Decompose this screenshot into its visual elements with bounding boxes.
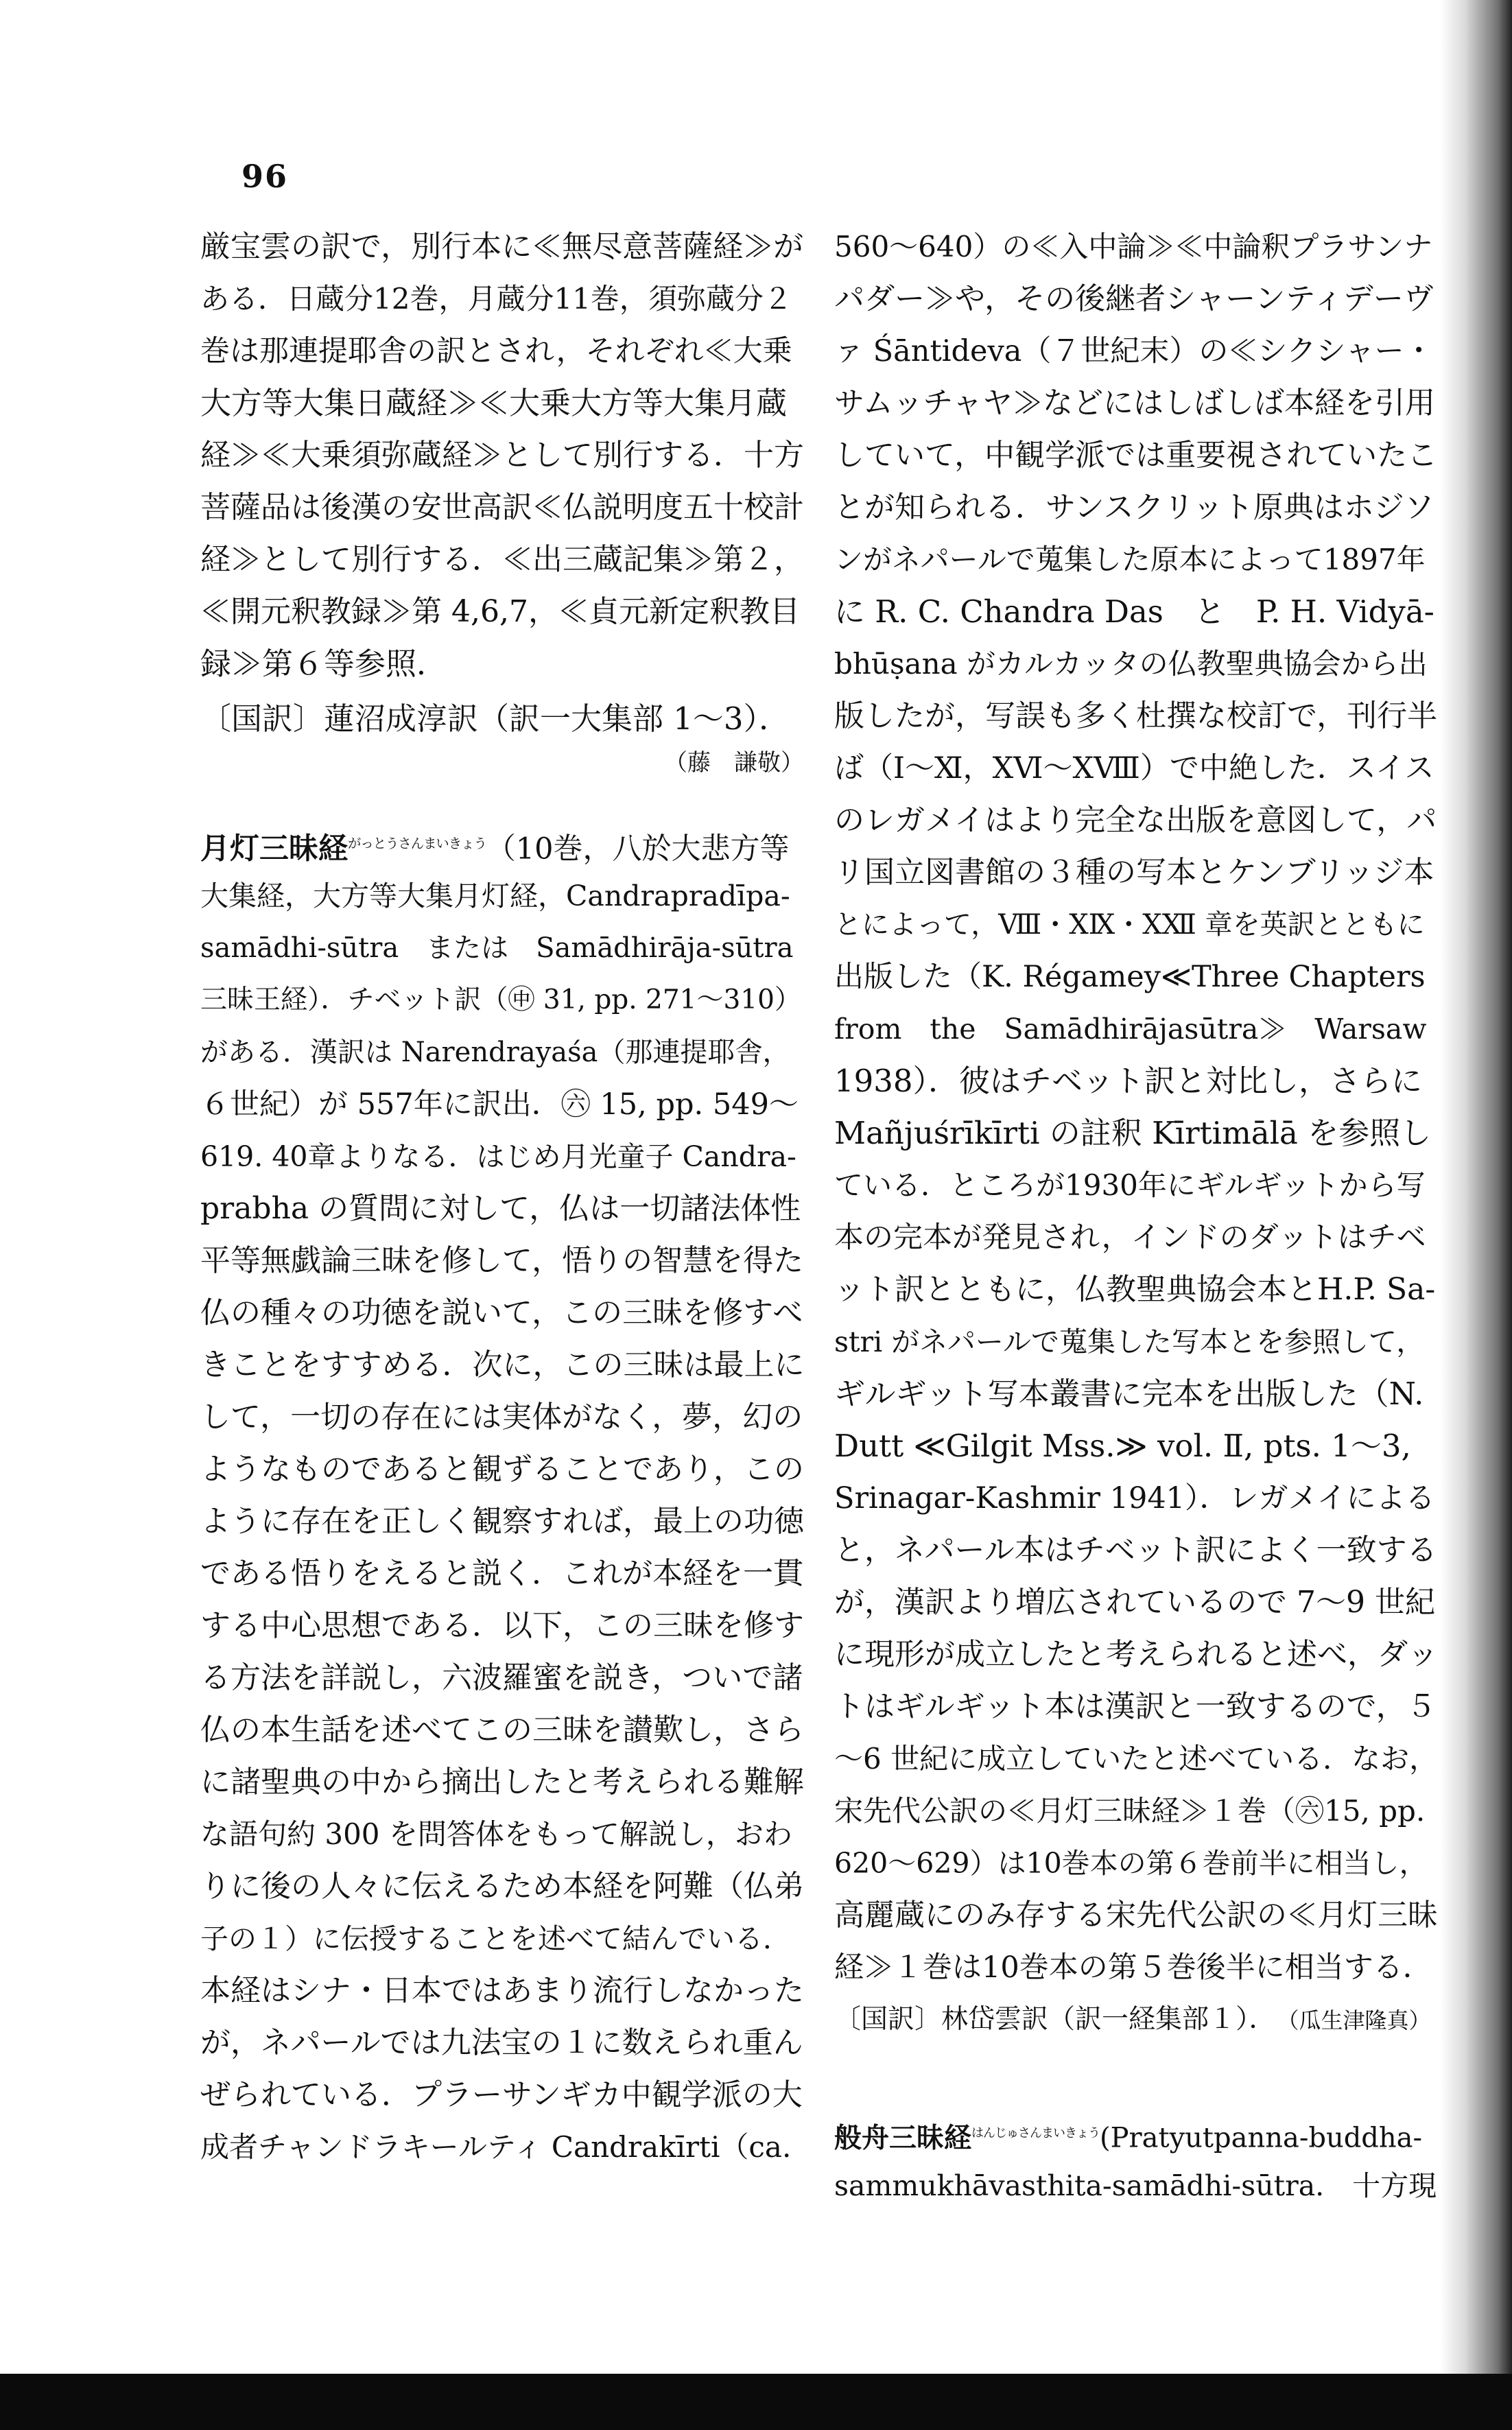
text-line: ば（Ⅰ～Ⅺ，ⅩⅥ～ⅩⅧ）で中絶した．スイス: [834, 751, 1434, 786]
text-line: ≪開元釈教録≫第 4,6,7，≪貞元新定釈教目: [200, 594, 800, 629]
text-line: 平等無戯論三昧を修して，悟りの智慧を得た: [200, 1243, 804, 1278]
text-line: とによって，Ⅷ・ⅩⅨ・ⅩⅫ 章を英訳とともに: [834, 909, 1425, 941]
text-line: ァ Śāntideva（７世紀末）の≪シクシャー・: [834, 334, 1434, 368]
text-line: する中心思想である．以下，この三昧を修す: [200, 1608, 804, 1643]
text-line: 成者チャンドラキールティ Candrakīrti（ca.: [200, 2130, 792, 2164]
text-line: samādhi-sūtra または Samādhirāja-sūtra: [200, 932, 794, 964]
text-line: sammukhāvasthita-samādhi-sūtra. 十方現: [834, 2169, 1437, 2202]
text-line: 出版した（K. Régamey≪Three Chapters: [834, 960, 1426, 994]
text-line: 620～629）は10巻本の第６巻前半に相当し，: [834, 1847, 1428, 1880]
text-line: ンがネパールで蒐集した原本によって1897年: [834, 543, 1426, 576]
text-line: ぜられている．プラーサンギカ中観学派の大: [200, 2077, 803, 2112]
text-line: bhūṣana がカルカッタの仏教聖典協会から出: [834, 647, 1428, 681]
text-line: ット訳とともに，仏教聖典協会本とH.P. Sa-: [834, 1272, 1436, 1307]
text-line: from the Samādhirājasūtra≫ Warsaw: [834, 1013, 1427, 1046]
text-line: が，ネパールでは九法宝の１に数えられ重ん: [200, 2025, 803, 2060]
text-line: 仏の本生話を述べてこの三昧を讃歎し，さら: [200, 1712, 804, 1747]
text-line: 宋先代公訳の≪月灯三昧経≫１巻（㊅15, pp.: [834, 1794, 1426, 1828]
text-line: していて，中観学派では重要視されていたこ: [834, 438, 1438, 473]
text-line: 本経はシナ・日本ではあまり流行しなかった: [200, 1973, 804, 2008]
text-line: 巻は那連提耶舎の訳とされ，それぞれ≪大乗: [200, 334, 792, 368]
text-line: 仏の種々の功徳を説いて，この三昧を修すべ: [200, 1295, 803, 1330]
text-line: 経≫として別行する．≪出三蔵記集≫第２，: [200, 542, 804, 577]
text-line: 厳宝雲の訳で，別行本に≪無尽意菩薩経≫が: [200, 229, 804, 264]
text-line: ようなものであると観ずることであり，この: [200, 1452, 804, 1487]
text-line: 619. 40章よりなる．はじめ月光童子 Candra-: [200, 1140, 796, 1173]
text-line: りに後の人々に伝えるため本経を阿難（仏弟: [200, 1869, 804, 1904]
translation-note: 〔国訳〕蓮沼成淳訳（訳一大集部 1～3）．: [200, 700, 790, 737]
text-line: 子の１）に伝授することを述べて結んでいる．: [200, 1922, 791, 1955]
text-line: リ国立図書館の３種の写本とケンブリッジ本: [834, 855, 1434, 890]
text-line: 大集経，大方等大集月灯経，Candrapradīpa-: [200, 880, 790, 912]
text-line: が，漢訳より増広されているので 7～9 世紀: [834, 1585, 1435, 1620]
text-line: Srinagar-Kashmir 1941）．レガメイによる: [834, 1481, 1435, 1515]
text-line: る方法を詳説し，六波羅蜜を説き，ついで諸: [200, 1660, 803, 1695]
text-line: ～6 世紀に成立していたと述べている．なお，: [834, 1742, 1439, 1776]
headword-ruby: がっとうさんまいきょう: [348, 836, 486, 851]
entry-headword-line: [200, 818, 790, 870]
text-line: パダー≫や，その後継者シャーンティデーヴ: [834, 281, 1434, 316]
text-line: ように存在を正しく観察すれば，最上の功徳: [200, 1504, 804, 1539]
author-credit: （瓜生津隆真）: [1288, 2007, 1431, 2033]
text-line: である悟りをえると説く．これが本経を一貫: [200, 1556, 804, 1591]
text-line: ある．日蔵分12巻，月蔵分11巻，須弥蔵分２: [200, 282, 792, 316]
text-line: と，ネパール本はチベット訳によく一致する: [834, 1533, 1437, 1568]
text-line: 経≫≪大乗須弥蔵経≫として別行する．十方: [200, 438, 804, 473]
text-line: ギルギット写本叢書に完本を出版した（N.: [834, 1376, 1424, 1412]
text-line: きことをすすめる．次に，この三昧は最上に: [200, 1347, 805, 1382]
text-line: に諸聖典の中から摘出したと考えられる難解: [200, 1765, 804, 1800]
text-line: ている．ところが1930年にギルギットから写: [834, 1168, 1426, 1202]
entry-headword-line: [834, 2108, 1422, 2160]
text-line: 版したが，写誤も多く杜撰な校訂で，刊行半: [834, 698, 1438, 733]
entry-text: （10巻，八於大悲方等: [486, 831, 790, 866]
text-line: に現形が成立したと考えられると述べ，ダッ: [834, 1637, 1438, 1672]
text-line: 本の完本が発見され，インドのダットはチベ: [834, 1220, 1426, 1255]
translation-note: 〔国訳〕林岱雲訳（訳一経集部１）．: [834, 2004, 1276, 2035]
entry-headword: 般舟三昧経: [834, 2121, 971, 2154]
text-line: して，一切の存在には実体がなく，夢，幻の: [200, 1400, 803, 1435]
text-line: とが知られる．サンスクリット原典はホジソ: [834, 490, 1434, 525]
text-line: 三昧王経）．チベット訳（㊥ 31, pp. 271～310）: [200, 984, 801, 1015]
text-line: 菩薩品は後漢の安世高訳≪仏説明度五十校計: [200, 490, 804, 525]
headword-ruby: はんじゅさんまいきょう: [971, 2126, 1100, 2140]
text-line: 録≫第６等参照．: [200, 646, 448, 682]
text-line: stri がネパールで蒐集した写本とを参照して，: [834, 1325, 1425, 1358]
text-line: ６世紀）が 557年に訳出．㊅ 15, pp. 549～: [200, 1087, 799, 1122]
text-line: サムッチャヤ≫などにはしばしば本経を引用: [834, 386, 1436, 421]
text-line: のレガメイはより完全な出版を意図して，パ: [834, 803, 1437, 838]
text-line: 大方等大集日蔵経≫≪大乗大方等大集月蔵: [200, 385, 788, 421]
translation-line: [834, 1994, 1431, 2046]
page-edge-shadow: [1440, 0, 1512, 2430]
text-line: がある．漢訳は Narendrayaśa（那連提耶舎，: [200, 1037, 790, 1068]
text-line: トはギルギット本は漢訳と一致するので，５: [834, 1689, 1437, 1724]
text-line: 高麗蔵にのみ存する宋先代公訳の≪月灯三昧: [834, 1898, 1438, 1933]
text-line: な語句約 300 を問答体をもって解説し，おわ: [200, 1817, 792, 1851]
text-line: prabha の質問に対して，仏は一切諸法体性: [200, 1191, 801, 1226]
entry-headword: 月灯三昧経: [200, 831, 348, 866]
text-line: に R. C. Chandra Das と P. H. Vidyā-: [834, 593, 1434, 630]
text-line: 560～640）の≪入中論≫≪中論釈プラサンナ: [834, 230, 1433, 263]
text-line: 経≫１巻は10巻本の第５巻後半に相当する．: [834, 1950, 1432, 1985]
bottom-scan-band: [0, 2374, 1512, 2430]
page-number: 96: [241, 158, 289, 195]
text-line: Mañjuśrīkīrti の註釈 Kīrtimālā を参照し: [834, 1115, 1432, 1151]
text-line: 1938）．彼はチベット訳と対比し，さらに: [834, 1063, 1423, 1099]
author-credit: （藤 謙敬）: [664, 749, 804, 777]
entry-text: (Pratyutpanna-buddha-: [1100, 2122, 1423, 2154]
text-line: Dutt ≪Gilgit Mss.≫ vol. Ⅱ, pts. 1～3,: [834, 1428, 1411, 1464]
